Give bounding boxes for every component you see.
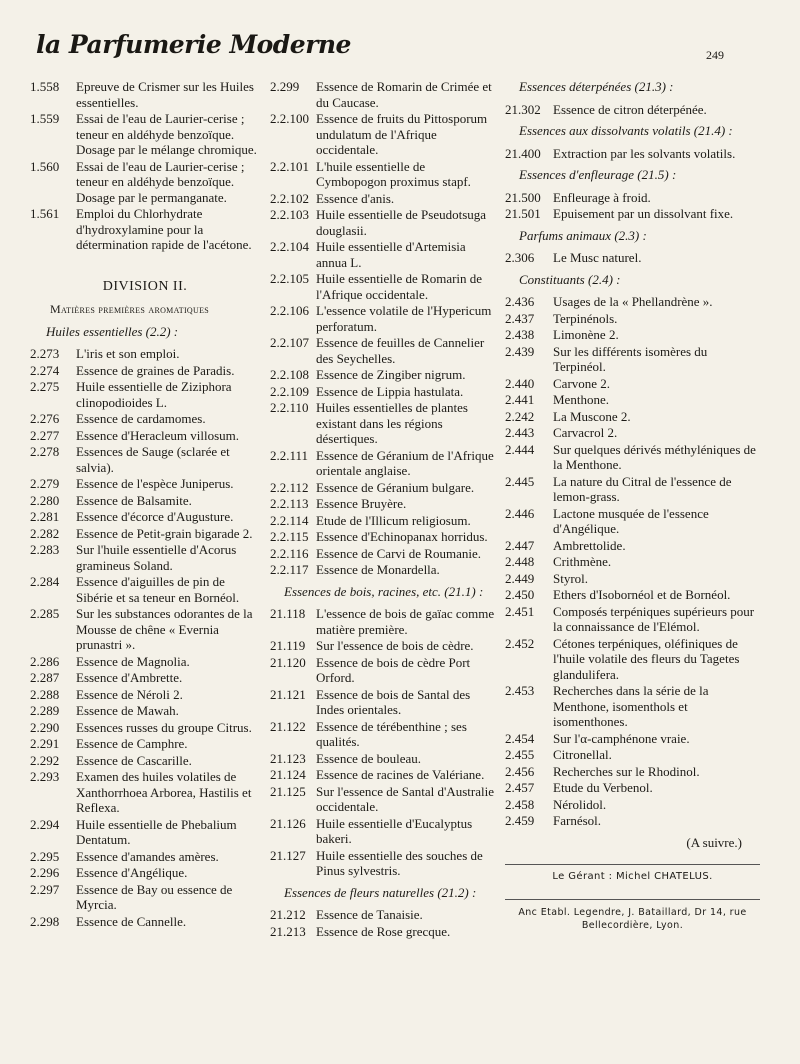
entry-list <box>270 907 496 939</box>
entry-text: Composés terpéniques supérieurs pour la connaissance de l'Elémol. <box>553 603 755 634</box>
entry-number: 2.291 <box>30 736 60 751</box>
entry-number: 2.450 <box>505 587 535 602</box>
list-item <box>505 747 760 763</box>
entry-number: 2.456 <box>505 763 535 779</box>
list-item <box>30 346 260 362</box>
entry-number: 2.274 <box>30 362 60 378</box>
entry-number: 2.279 <box>30 476 60 491</box>
entry-text: Sur l'essence de Santal d'Australie occidentale. <box>316 783 494 814</box>
entry-number: 2.2.111 <box>270 447 309 463</box>
entry-number: 2.2.110 <box>270 400 309 415</box>
list-item <box>505 294 760 310</box>
list-item <box>30 79 260 110</box>
entry-text: Huile essentielle d'Artemisia annua L. <box>316 239 466 270</box>
list-item <box>30 493 260 509</box>
entry-number: 1.558 <box>30 79 60 94</box>
entry-text: Farnésol. <box>553 813 602 828</box>
manager-signature: Le Gérant : Michel CHATELUS. <box>505 864 760 885</box>
list-item <box>270 606 496 637</box>
entry-text: Nérolidol. <box>553 796 607 812</box>
entry-number: 2.2.117 <box>270 562 309 577</box>
list-item <box>30 526 260 542</box>
entry-number: 1.561 <box>30 206 60 221</box>
entry-number: 2.2.101 <box>270 158 309 174</box>
list-item <box>270 816 496 847</box>
entry-text: Essence de Géranium bulgare. <box>316 479 475 495</box>
entry-text: Essence de Zingiber nigrum. <box>316 367 466 382</box>
entry-text: L'iris et son emploi. <box>76 346 180 361</box>
entry-text: Menthone. <box>553 392 609 407</box>
entry-text: Le Musc naturel. <box>553 250 642 265</box>
list-item <box>505 146 760 162</box>
list-item <box>505 344 760 375</box>
list-item <box>30 849 260 865</box>
list-item <box>270 496 496 512</box>
entry-number: 21.123 <box>270 750 306 766</box>
entry-text: Essence de l'espèce Juniperus. <box>76 476 234 491</box>
entry-text: Ambrettolide. <box>553 537 626 553</box>
list-item <box>505 327 760 343</box>
list-item <box>30 865 260 881</box>
list-item <box>505 474 760 505</box>
entry-number: 21.400 <box>505 145 541 161</box>
entry-number: 2.290 <box>30 719 60 735</box>
entry-text: L'essence volatile de l'Hypericum perforatum. <box>316 303 492 334</box>
entry-text: Essence de Carvi de Roumanie. <box>316 545 481 561</box>
entry-text: Essence d'Heracleum villosum. <box>76 427 239 443</box>
list-item <box>270 848 496 879</box>
list-item <box>30 670 260 686</box>
division-heading: DIVISION II. <box>102 278 188 294</box>
list-item <box>270 303 496 334</box>
column-3 <box>505 79 760 932</box>
entry-text: Terpinénols. <box>553 310 618 326</box>
list-item <box>505 376 760 392</box>
entry-text: Recherches dans la série de la Menthone, isomenthols et isomenthones. <box>553 683 709 729</box>
entry-number: 2.299 <box>270 79 300 94</box>
list-item <box>30 476 260 492</box>
entry-number: 2.2.105 <box>270 271 309 286</box>
entry-text: Essences russes du groupe Citrus. <box>76 719 252 735</box>
entry-text: Essence d'Echinopanax horridus. <box>316 529 488 544</box>
list-item <box>270 207 496 238</box>
entry-text: Huile essentielle de Pseudotsuga douglasii. <box>316 207 487 238</box>
entry-number: 2.297 <box>30 881 60 897</box>
entry-text: Huile essentielle des souches de Pinus sylvestris. <box>316 847 483 878</box>
entry-text: Ethers d'Isobornéol et de Bornéol. <box>553 587 731 602</box>
entry-number: 2.446 <box>505 505 535 521</box>
entry-number: 2.454 <box>505 730 535 746</box>
list-item <box>270 239 496 270</box>
entry-number: 21.125 <box>270 783 306 799</box>
list-item <box>30 720 260 736</box>
entry-number: 2.277 <box>30 427 60 443</box>
category-heading: Essences de bois, racines, etc. (21.1) : <box>284 583 484 599</box>
entry-text: Essence de Cannelle. <box>76 913 187 929</box>
list-item <box>270 480 496 496</box>
entry-number: 2.2.109 <box>270 383 309 399</box>
entry-list <box>270 606 496 879</box>
list-item <box>270 271 496 302</box>
entry-text: Essence de feuilles de Cannelier des Seychelles. <box>316 335 485 366</box>
list-item <box>30 428 260 444</box>
list-item <box>505 409 760 425</box>
list-item <box>270 111 496 158</box>
entry-text: Essence de Petit-grain bigarade 2. <box>76 525 253 541</box>
entry-list <box>505 190 760 222</box>
entry-number: 2.2.106 <box>270 303 309 318</box>
list-item <box>505 604 760 635</box>
list-item <box>270 448 496 479</box>
entry-text: Essence d'écorce d'Augusture. <box>76 509 234 524</box>
entry-number: 2.2.104 <box>270 239 309 254</box>
entry-number: 1.560 <box>30 158 60 174</box>
entry-number: 2.441 <box>505 392 535 407</box>
list-item <box>505 636 760 683</box>
entry-number: 2.286 <box>30 653 60 669</box>
list-item <box>30 542 260 573</box>
entry-text: Essai de l'eau de Laurier-cerise ; teneur en aldéhyde benzoïque. Dosage par le mélange chromique. <box>76 111 257 157</box>
entry-number: 2.276 <box>30 411 60 426</box>
list-item <box>505 442 760 473</box>
entry-text: La nature du Citral de l'essence de lemon-grass. <box>553 473 732 504</box>
entry-text: Essence d'Ambrette. <box>76 670 183 685</box>
entry-text: Essai de l'eau de Laurier-cerise ; teneur en aldéhyde benzoïque. Dosage par le permanganate. <box>76 158 245 205</box>
list-item <box>505 683 760 730</box>
entry-number: 21.119 <box>270 638 306 653</box>
list-item <box>505 311 760 327</box>
printer-imprint: Anc Etabl. Legendre, J. Bataillard, Dr 14, rue Bellecordière, Lyon. <box>505 899 760 932</box>
list-item <box>30 111 260 158</box>
to-be-continued: (A suivre.) <box>686 834 742 850</box>
entry-number: 2.275 <box>30 379 60 394</box>
list-item <box>505 206 760 222</box>
entry-number: 2.438 <box>505 327 535 342</box>
entry-text: Extraction par les solvants volatils. <box>553 145 736 161</box>
division-subheading: Matières premières aromatiques <box>50 302 210 316</box>
entry-number: 21.501 <box>505 206 541 221</box>
entry-text: Crithmène. <box>553 554 612 569</box>
list-item <box>270 335 496 366</box>
entry-text: Essence d'anis. <box>316 190 395 206</box>
list-item <box>505 554 760 570</box>
entry-text: Essence de Néroli 2. <box>76 686 183 702</box>
entry-text: Huile essentielle de Ziziphora clinopodioides L. <box>76 379 232 410</box>
list-item <box>30 509 260 525</box>
list-item <box>270 655 496 686</box>
entry-number: 21.212 <box>270 907 306 922</box>
entry-text: Essence de bois de cèdre Port Orford. <box>316 654 471 685</box>
entry-number: 2.2.115 <box>270 529 309 544</box>
entry-text: Essence de Monardella. <box>316 562 440 577</box>
entry-number: 21.124 <box>270 767 306 782</box>
list-item <box>30 769 260 816</box>
entry-number: 2.452 <box>505 635 535 651</box>
entry-text: Epreuve de Crismer sur les Huiles essentielles. <box>76 79 254 110</box>
entry-number: 2.292 <box>30 752 60 768</box>
entry-number: 2.457 <box>505 780 535 795</box>
entry-text: Sur les différents isomères du Terpinéol. <box>553 343 708 374</box>
category-heading: Parfums animaux (2.3) : <box>519 227 647 243</box>
category-heading: Essences déterpénées (21.3) : <box>519 79 674 94</box>
list-item <box>505 190 760 206</box>
list-item <box>30 736 260 752</box>
entry-text: Essence de térébenthine ; ses qualités. <box>316 718 467 749</box>
entry-number: 2.447 <box>505 537 535 553</box>
entry-number: 21.118 <box>270 606 306 621</box>
list-item <box>30 753 260 769</box>
entry-number: 2.284 <box>30 574 60 589</box>
list-item <box>30 363 260 379</box>
entry-text: Emploi du Chlorhydrate d'hydroxylamine pour la détermination rapide de l'acétone. <box>76 206 252 252</box>
entry-text: Recherches sur le Rhodinol. <box>553 763 700 779</box>
entry-text: Essence d'Angélique. <box>76 865 188 880</box>
entry-number: 2.281 <box>30 509 60 524</box>
entry-text: L'essence de bois de gaïac comme matière première. <box>316 606 495 637</box>
entry-number: 2.437 <box>505 310 535 326</box>
entry-number: 2.444 <box>505 441 535 457</box>
entry-number: 2.459 <box>505 813 535 828</box>
entry-text: Styrol. <box>553 570 589 586</box>
entry-number: 2.298 <box>30 913 60 929</box>
entry-number: 1.559 <box>30 111 60 126</box>
entry-text: Huile essentielle de Romarin de l'Afrique occidentale. <box>316 271 483 302</box>
entry-number: 2.449 <box>505 570 535 586</box>
entry-text: Essences de Sauge (sclarée et salvia). <box>76 444 230 475</box>
entry-number: 2.445 <box>505 473 535 489</box>
entry-list <box>30 79 260 253</box>
entry-number: 2.296 <box>30 865 60 880</box>
entry-text: Essence de Bay ou essence de Myrcia. <box>76 881 233 912</box>
list-item <box>505 731 760 747</box>
entry-text: Usages de la « Phellandrène ». <box>553 294 713 309</box>
entry-number: 21.122 <box>270 718 306 734</box>
entry-text: Etude du Verbenol. <box>553 780 653 795</box>
entry-text: Huiles essentielles de plantes existant dans les régions désertiques. <box>316 400 468 446</box>
list-item <box>270 751 496 767</box>
list-item <box>505 797 760 813</box>
entry-number: 2.287 <box>30 670 60 685</box>
entry-text: Essence de bois de Santal des Indes orientales. <box>316 686 471 717</box>
entry-text: Essence de Lippia hastulata. <box>316 383 464 399</box>
entry-text: L'huile essentielle de Cymbopogon proximus stapf. <box>316 158 471 189</box>
entry-number: 2.2.100 <box>270 111 309 126</box>
entry-number: 2.458 <box>505 796 535 812</box>
entry-list <box>270 79 496 578</box>
category-heading: Essences aux dissolvants volatils (21.4) : <box>519 123 733 138</box>
entry-text: Limonène 2. <box>553 327 619 342</box>
list-item <box>270 784 496 815</box>
entry-number: 2.451 <box>505 603 535 619</box>
entry-number: 2.283 <box>30 542 60 557</box>
list-item <box>505 392 760 408</box>
entry-text: Essence d'aiguilles de pin de Sibérie et sa teneur en Bornéol. <box>76 574 240 605</box>
entry-number: 2.2.112 <box>270 479 309 495</box>
category-heading: Essences d'enfleurage (21.5) : <box>519 167 677 182</box>
list-item <box>30 817 260 848</box>
list-item <box>30 159 260 206</box>
page-number: 249 <box>706 48 724 62</box>
entry-number: 2.448 <box>505 554 535 569</box>
list-item <box>30 574 260 605</box>
entry-number: 2.439 <box>505 343 535 359</box>
list-item <box>30 914 260 930</box>
entry-text: Essence de fruits du Pittosporum undulatum de l'Afrique occidentale. <box>316 111 488 157</box>
entry-number: 2.2.116 <box>270 545 309 561</box>
entry-number: 2.443 <box>505 425 535 440</box>
entry-number: 2.289 <box>30 703 60 718</box>
list-item <box>505 102 760 118</box>
list-item <box>270 638 496 654</box>
list-item <box>30 882 260 913</box>
list-item <box>505 538 760 554</box>
entry-text: La Muscone 2. <box>553 408 631 424</box>
entry-text: Etude de l'Illicum religiosum. <box>316 512 471 528</box>
entry-number: 2.280 <box>30 492 60 508</box>
entry-text: Citronellal. <box>553 747 612 762</box>
entry-number: 2.440 <box>505 375 535 391</box>
entry-text: Essence de cardamomes. <box>76 411 206 426</box>
entry-list <box>505 250 760 266</box>
entry-number: 21.120 <box>270 654 306 670</box>
entry-text: Essence de citron déterpénée. <box>553 101 707 117</box>
entry-number: 2.306 <box>505 250 535 265</box>
entry-number: 2.2.108 <box>270 367 309 382</box>
entry-list <box>30 346 260 929</box>
entry-number: 2.2.102 <box>270 190 309 206</box>
entry-text: Essence de Balsamite. <box>76 492 192 508</box>
list-item <box>270 159 496 190</box>
entry-text: Essence Bruyère. <box>316 496 407 511</box>
entry-text: Essence d'amandes amères. <box>76 848 219 864</box>
entry-text: Essence de Romarin de Crimée et du Caucase. <box>316 79 492 110</box>
list-item <box>505 780 760 796</box>
category-heading: Essences de fleurs naturelles (21.2) : <box>284 884 477 900</box>
list-item <box>30 379 260 410</box>
entry-number: 2.2.103 <box>270 207 309 222</box>
entry-number: 2.278 <box>30 444 60 459</box>
entry-text: Essence de Camphre. <box>76 736 188 751</box>
entry-text: Sur l'α-camphénone vraie. <box>553 730 690 746</box>
list-item <box>30 411 260 427</box>
entry-text: Cétones terpéniques, oléfiniques de l'huile volatile des fleurs du Tagetes glandulifera. <box>553 635 740 682</box>
entry-list <box>505 146 760 162</box>
journal-logo: la Parfumerie Moderne <box>36 30 351 59</box>
entry-text: Sur l'huile essentielle d'Acorus gramineus Soland. <box>76 542 237 573</box>
entry-text: Essence de racines de Valériane. <box>316 767 485 782</box>
entry-text: Lactone musquée de l'essence d'Angélique. <box>553 505 709 536</box>
entry-number: 2.2.113 <box>270 496 309 511</box>
entry-text: Essence de Mawah. <box>76 703 179 718</box>
entry-text: Huile essentielle de Phebalium Dentatum. <box>76 816 237 847</box>
entry-number: 2.288 <box>30 686 60 702</box>
entry-text: Essence de graines de Paradis. <box>76 362 235 378</box>
list-item <box>505 425 760 441</box>
list-item <box>505 813 760 829</box>
list-item <box>30 654 260 670</box>
entry-text: Epuisement par un dissolvant fixe. <box>553 206 734 221</box>
entry-text: Essence de Géranium de l'Afrique orientale anglaise. <box>316 447 494 478</box>
list-item <box>505 587 760 603</box>
list-item <box>30 687 260 703</box>
entry-text: Sur les substances odorantes de la Mousse de chêne « Evernia prunastri ». <box>76 606 253 652</box>
entry-text: Sur quelques dérivés méthyléniques de la Menthone. <box>553 441 756 472</box>
list-item <box>505 764 760 780</box>
entry-number: 2.295 <box>30 848 60 864</box>
list-item <box>30 703 260 719</box>
list-item <box>270 907 496 923</box>
entry-number: 2.2.114 <box>270 512 309 528</box>
list-item <box>270 79 496 110</box>
entry-number: 21.213 <box>270 923 306 939</box>
entry-number: 2.2.107 <box>270 335 309 350</box>
list-item <box>505 571 760 587</box>
column-1 <box>30 79 260 930</box>
list-item <box>30 206 260 253</box>
entry-text: Essence de Magnolia. <box>76 653 190 669</box>
list-item <box>270 384 496 400</box>
list-item <box>505 250 760 266</box>
entry-text: Essence de bouleau. <box>316 750 422 766</box>
entry-number: 2.453 <box>505 683 535 698</box>
list-item <box>270 767 496 783</box>
list-item <box>30 444 260 475</box>
entry-text: Sur l'essence de bois de cèdre. <box>316 638 474 653</box>
entry-number: 2.294 <box>30 816 60 832</box>
category-heading: Constituants (2.4) : <box>519 271 621 287</box>
list-item <box>505 506 760 537</box>
entry-number: 2.455 <box>505 747 535 762</box>
entry-text: Huile essentielle d'Eucalyptus bakeri. <box>316 815 473 846</box>
list-item <box>270 687 496 718</box>
list-item <box>270 367 496 383</box>
list-item <box>270 191 496 207</box>
list-item <box>270 719 496 750</box>
entry-number: 21.126 <box>270 815 306 831</box>
list-item <box>270 513 496 529</box>
entry-number: 21.121 <box>270 686 306 702</box>
entry-text: Enfleurage à froid. <box>553 189 651 205</box>
entry-text: Carvone 2. <box>553 375 611 391</box>
entry-number: 2.285 <box>30 606 60 621</box>
category-heading: Huiles essentielles (2.2) : <box>46 323 179 339</box>
entry-number: 21.302 <box>505 101 541 117</box>
list-item <box>270 924 496 940</box>
list-item <box>270 546 496 562</box>
entry-text: Essence de Cascarille. <box>76 752 192 768</box>
entry-list <box>505 102 760 118</box>
entry-text: Essence de Rose grecque. <box>316 923 451 939</box>
entry-number: 21.127 <box>270 847 306 863</box>
entry-number: 21.500 <box>505 189 541 205</box>
entry-number: 2.242 <box>505 408 535 424</box>
entry-number: 2.436 <box>505 294 535 309</box>
entry-text: Examen des huiles volatiles de Xanthorrhoea Arborea, Hastilis et Reflexa. <box>76 769 252 815</box>
column-2 <box>270 79 496 940</box>
entry-number: 2.293 <box>30 769 60 784</box>
list-item <box>270 562 496 578</box>
entry-list <box>505 294 760 829</box>
entry-number: 2.273 <box>30 346 60 361</box>
entry-number: 2.282 <box>30 525 60 541</box>
list-item <box>30 606 260 653</box>
entry-text: Essence de Tanaisie. <box>316 907 423 922</box>
list-item <box>270 400 496 447</box>
list-item <box>270 529 496 545</box>
entry-text: Carvacrol 2. <box>553 425 618 440</box>
